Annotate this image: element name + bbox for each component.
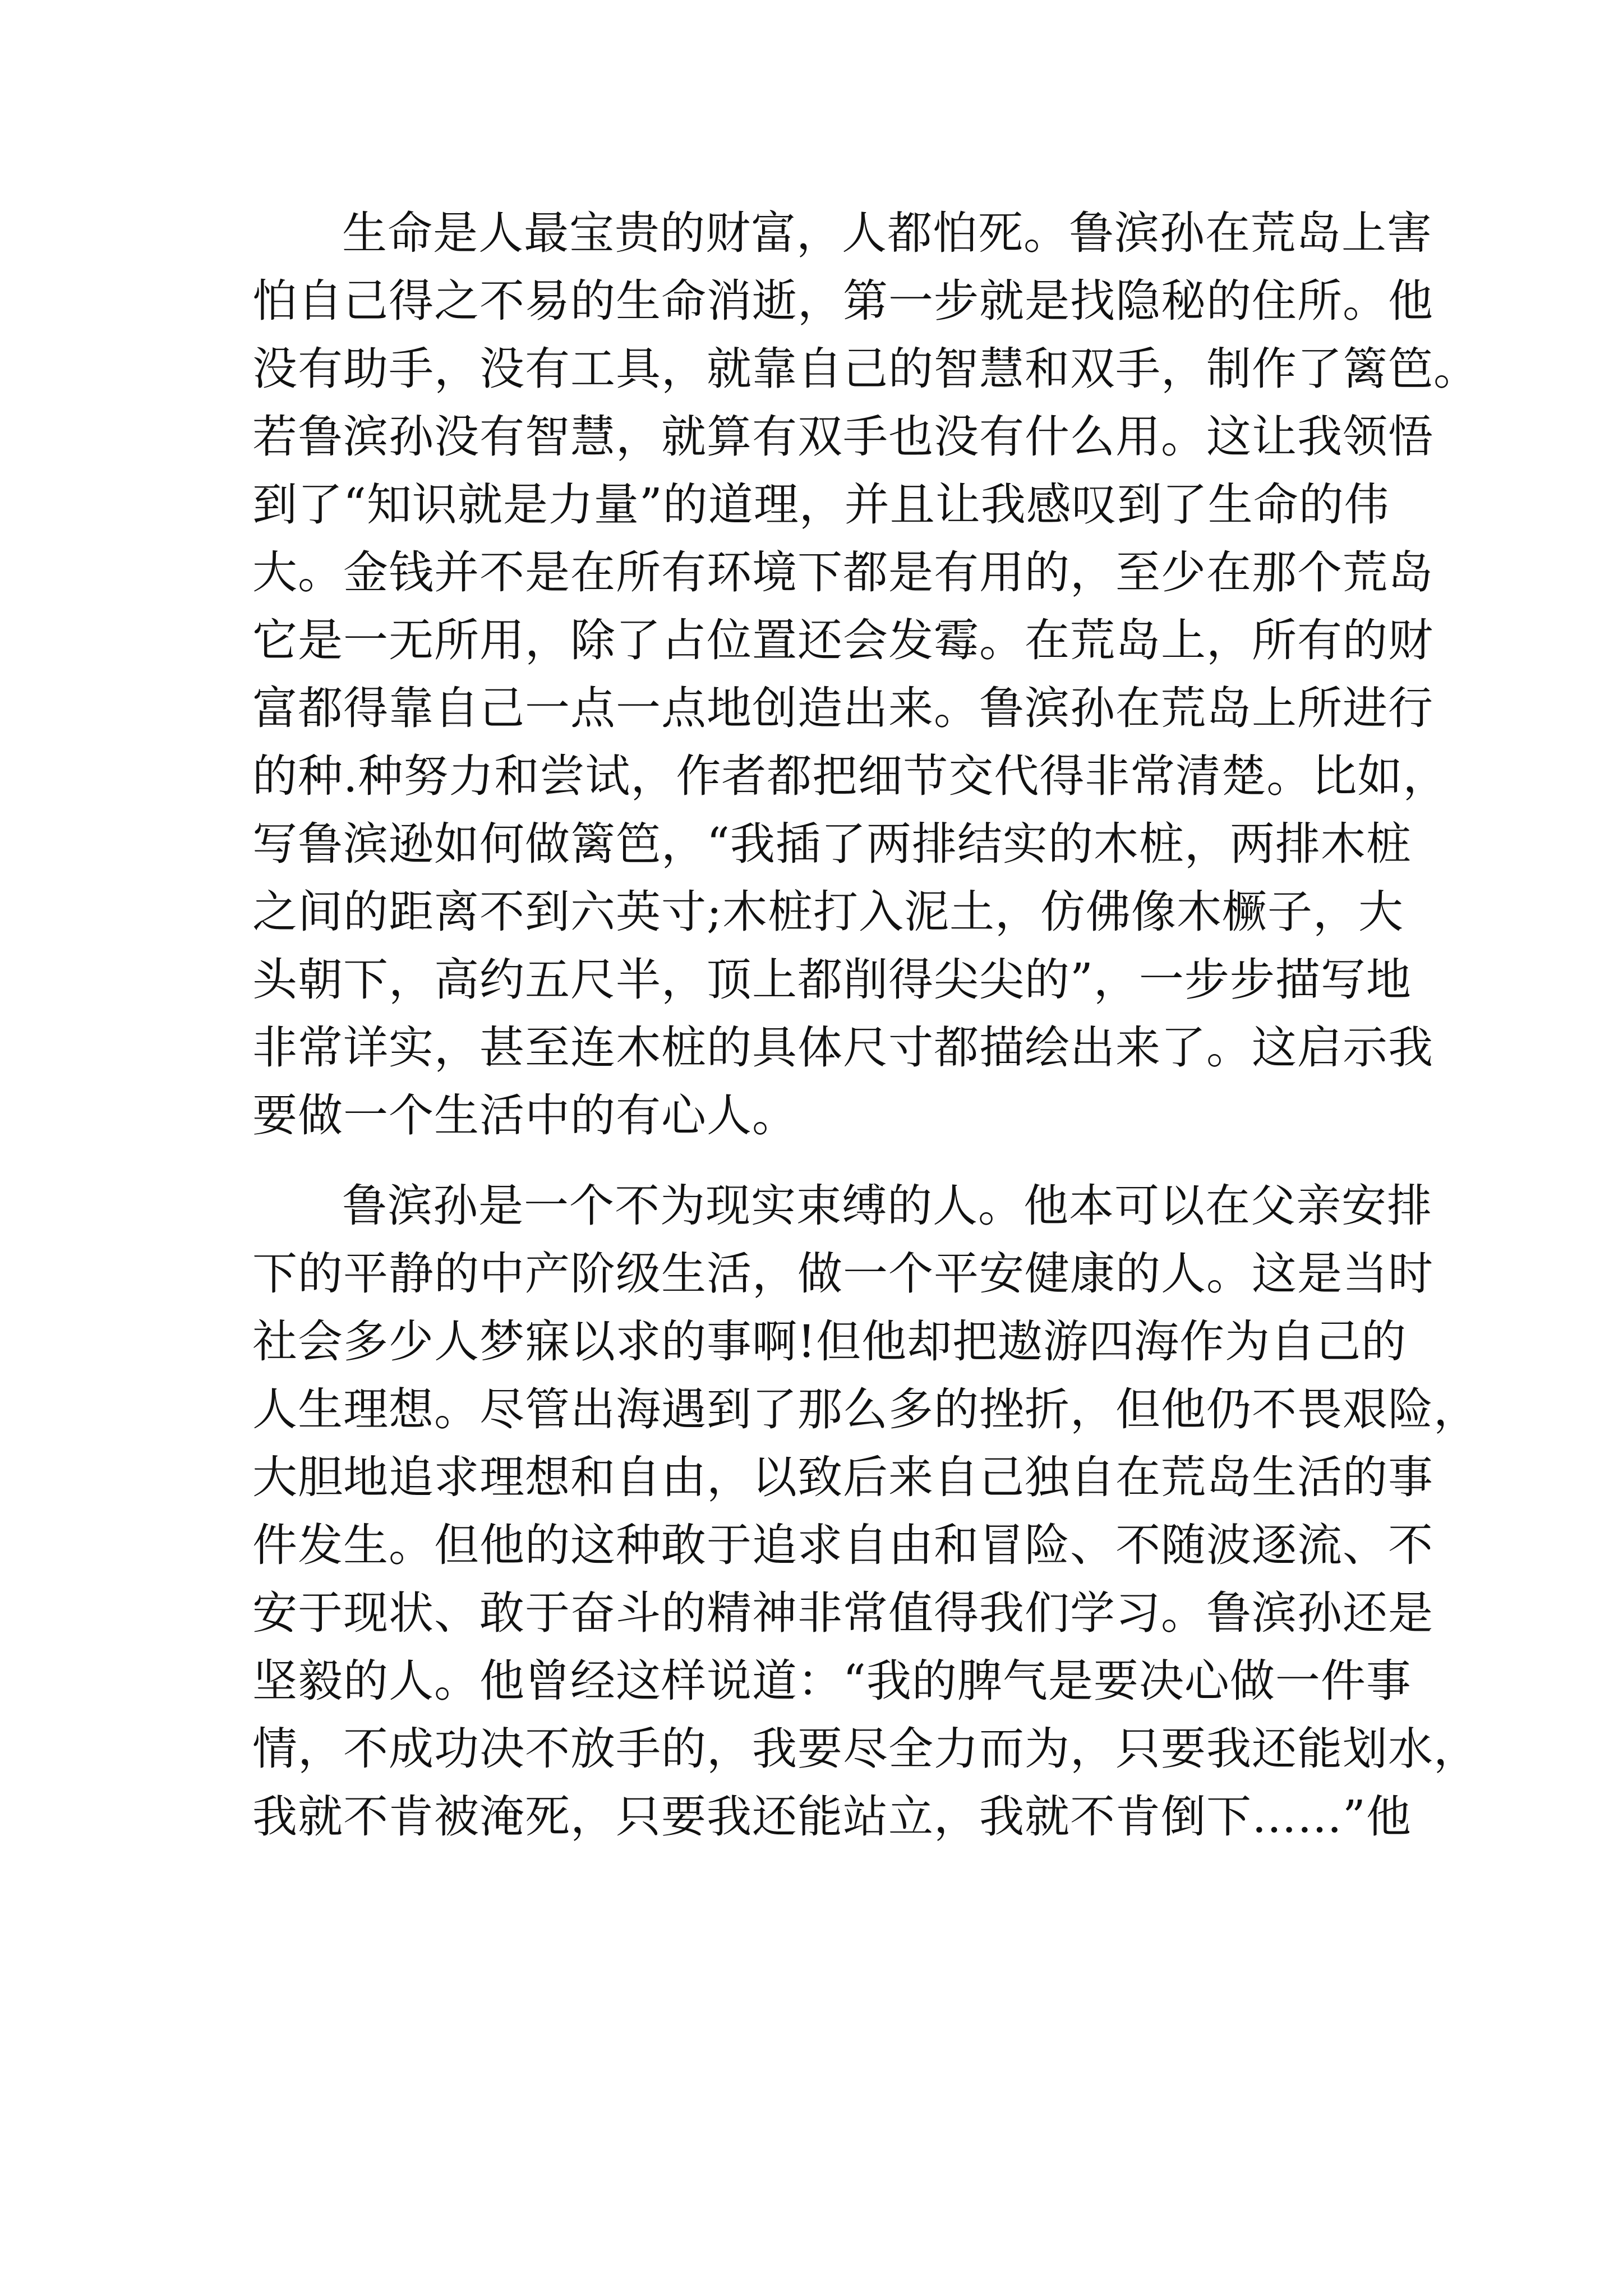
- text-line: 要做一个生活中的有心人。: [252, 1089, 797, 1142]
- text-line: 鲁滨孙是一个不为现实束缚的人。他本可以在父亲安排: [342, 1180, 1432, 1232]
- text-line: 写鲁滨逊如何做篱笆，“我插了两排结实的木桩，两排木桩: [252, 818, 1412, 870]
- text-line: 大胆地追求理想和自由，以致后来自己独自在荒岛生活的事: [252, 1451, 1433, 1503]
- text-line: 若鲁滨孙没有智慧，就算有双手也没有什么用。这让我领悟: [252, 411, 1433, 463]
- text-line: 下的平静的中产阶级生活，做一个平安健康的人。这是当时: [252, 1248, 1433, 1300]
- text-line: 没有助手，没有工具，就靠自己的智慧和双手，制作了篱笆。: [252, 343, 1479, 395]
- text-line: 安于现状、敢于奋斗的精神非常值得我们学习。鲁滨孙还是: [252, 1587, 1433, 1639]
- text-line: 的种.种努力和尝试，作者都把细节交代得非常清楚。比如，: [252, 750, 1449, 802]
- text-line: 坚毅的人。他曾经这样说道：“我的脾气是要决心做一件事: [252, 1655, 1412, 1707]
- paragraph-2: [252, 1172, 1479, 1851]
- text-line: 生命是人最宝贵的财富，人都怕死。鲁滨孙在荒岛上害: [342, 207, 1432, 259]
- text-line: 之间的距离不到六英寸;木桩打入泥土，仿佛像木橛子，大: [252, 886, 1404, 938]
- text-line: 头朝下，高约五尺半，顶上都削得尖尖的”，一步步描写地: [252, 954, 1412, 1006]
- article-body: [252, 199, 1479, 1851]
- text-line: 我就不肯被淹死，只要我还能站立，我就不肯倒下……”他: [252, 1791, 1412, 1843]
- text-line: 非常详实，甚至连木桩的具体尺寸都描绘出来了。这启示我: [252, 1022, 1433, 1074]
- text-line: 富都得靠自己一点一点地创造出来。鲁滨孙在荒岛上所进行: [252, 682, 1433, 734]
- text-line: 人生理想。尽管出海遇到了那么多的挫折，但他仍不畏艰险，: [252, 1383, 1479, 1435]
- text-line: 它是一无所用，除了占位置还会发霉。在荒岛上，所有的财: [252, 614, 1433, 666]
- text-line: 到了“知识就是力量”的道理，并且让我感叹到了生命的伟: [252, 478, 1390, 531]
- paragraph-gap: [252, 1149, 1408, 1172]
- paragraph-1: [252, 199, 1479, 1149]
- text-line: 件发生。但他的这种敢于追求自由和冒险、不随波逐流、不: [252, 1519, 1433, 1571]
- text-line: 怕自己得之不易的生命消逝，第一步就是找隐秘的住所。他: [252, 275, 1433, 327]
- text-line: 情，不成功决不放手的，我要尽全力而为，只要我还能划水，: [252, 1723, 1479, 1775]
- text-line: 大。金钱并不是在所有环境下都是有用的，至少在那个荒岛: [252, 546, 1433, 599]
- text-line: 社会多少人梦寐以求的事啊!但他却把遨游四海作为自己的: [252, 1315, 1407, 1368]
